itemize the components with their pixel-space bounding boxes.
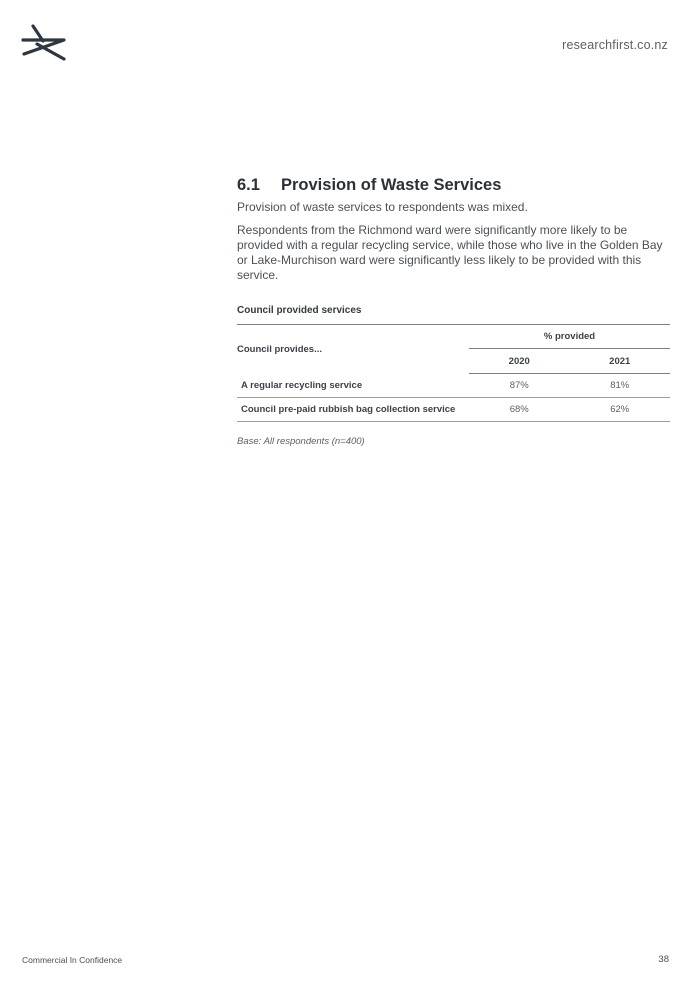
table-row xyxy=(237,398,670,422)
section-intro: Provision of waste services to respondents was mixed. xyxy=(237,200,528,214)
row-label: Council pre-paid rubbish bag collection service xyxy=(237,398,469,422)
services-table xyxy=(237,324,670,422)
section-title: Provision of Waste Services xyxy=(281,176,502,194)
year-header-2020: 2020 xyxy=(469,349,569,374)
site-url: researchfirst.co.nz xyxy=(562,38,668,52)
section-paragraph: Respondents from the Richmond ward were significantly more likely to be provided with a regular recycling service, while those who live in the Golden Bay or Lake-Murchison ward were significantly less likely to be provided with this service. xyxy=(237,223,663,282)
section-heading xyxy=(237,176,671,195)
table-row xyxy=(237,374,670,398)
main-content xyxy=(237,176,671,447)
row-label: A regular recycling service xyxy=(237,374,469,398)
section-number: 6.1 xyxy=(237,176,260,194)
research-first-star-logo-icon xyxy=(20,24,68,62)
base-note: Base: All respondents (n=400) xyxy=(237,436,365,447)
row-header: Council provides... xyxy=(237,343,322,355)
year-header-2021: 2021 xyxy=(569,349,670,374)
table-title: Council provided services xyxy=(237,305,362,316)
cell-value: 62% xyxy=(569,398,670,422)
cell-value: 81% xyxy=(569,374,670,398)
group-header: % provided xyxy=(469,325,670,349)
cell-value: 87% xyxy=(469,374,569,398)
footer-confidentiality: Commercial In Confidence xyxy=(22,955,123,965)
cell-value: 68% xyxy=(469,398,569,422)
page-number: 38 xyxy=(658,954,669,965)
